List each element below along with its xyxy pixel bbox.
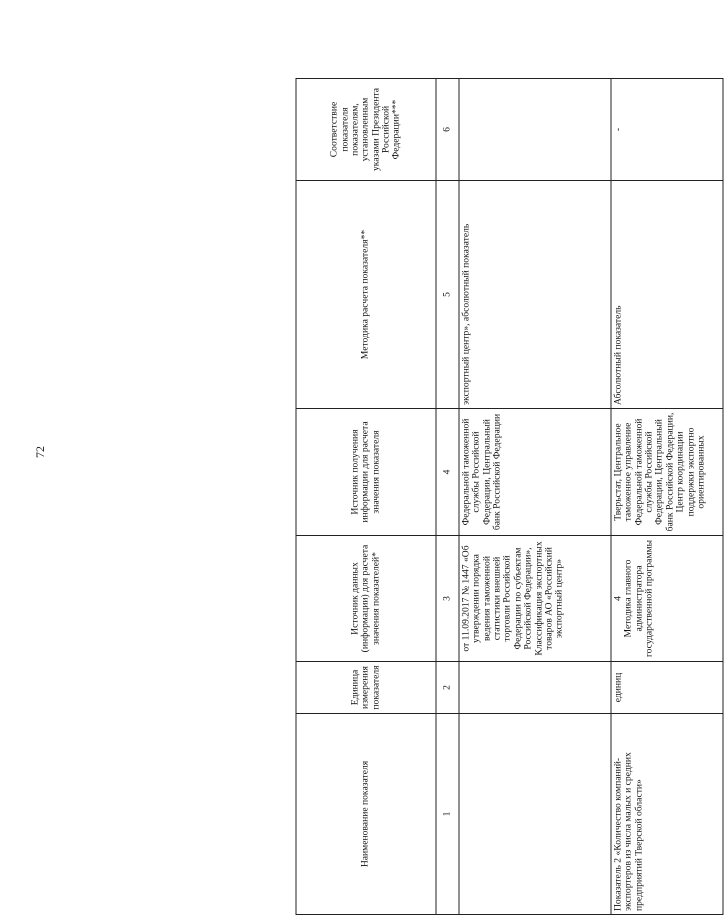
column-number: 5 <box>436 181 459 409</box>
page-number: 72 <box>33 446 47 458</box>
header-cell-unit: Единица измерения показателя <box>296 662 436 714</box>
table-row <box>459 79 611 915</box>
header-cell-method: Методика расчета показателя** <box>296 181 436 409</box>
column-number: 3 <box>436 536 459 662</box>
data-source-number: 4 <box>612 596 624 601</box>
compliance-cell <box>459 79 611 181</box>
data-source-cell: от 11.09.2017 № 1447 «Об утверждении порядка ведения таможенной статистики внешней торговли Российской Федерации по субъектам Российской Федерации», Классификация экспортных товаров АО «Российский экспортный центр» <box>459 536 611 662</box>
column-number: 6 <box>436 79 459 181</box>
indicator-name-cell: Показатель 2 «Количество компаний-экспортеров из числа малых и средних предприятий Тверской области» <box>611 714 723 915</box>
unit-cell <box>459 662 611 714</box>
info-source-cell: Тверьстат, Центральное таможенное управление Федеральной таможенной службы Российской Федерации, Центральный банк Российской Федерации, Центр координации поддержки экспортно ориентированных <box>611 409 723 536</box>
data-source-text: Методика главного администратора государственной программы <box>622 539 655 658</box>
table-row <box>611 79 723 915</box>
unit-cell: единиц <box>611 662 723 714</box>
table-rotated-container <box>296 79 707 915</box>
column-number: 1 <box>436 714 459 915</box>
method-cell: Абсолютный показатель <box>611 181 723 409</box>
info-source-cell: Федеральной таможенной службы Российской Федерации, Центральный банк Российской Федерации <box>459 409 611 536</box>
header-cell-name: Наименование показателя <box>296 714 436 915</box>
column-number: 2 <box>436 662 459 714</box>
header-cell-compliance: Соответствие показателя показателям, установленным указами Президента Российской Федерации*** <box>296 79 436 181</box>
table-header-row <box>296 79 436 915</box>
column-number-row <box>436 79 459 915</box>
indicator-table <box>296 78 724 915</box>
compliance-cell: - <box>611 79 723 181</box>
header-cell-data-source: Источник данных (информации) для расчета значения показателей* <box>296 536 436 662</box>
header-cell-info-source: Источник получения информации для расчета значения показателя <box>296 409 436 536</box>
method-cell: экспортный центр», абсолютный показатель <box>459 181 611 409</box>
indicator-name-cell <box>459 714 611 915</box>
column-number: 4 <box>436 409 459 536</box>
data-source-cell <box>611 536 723 662</box>
